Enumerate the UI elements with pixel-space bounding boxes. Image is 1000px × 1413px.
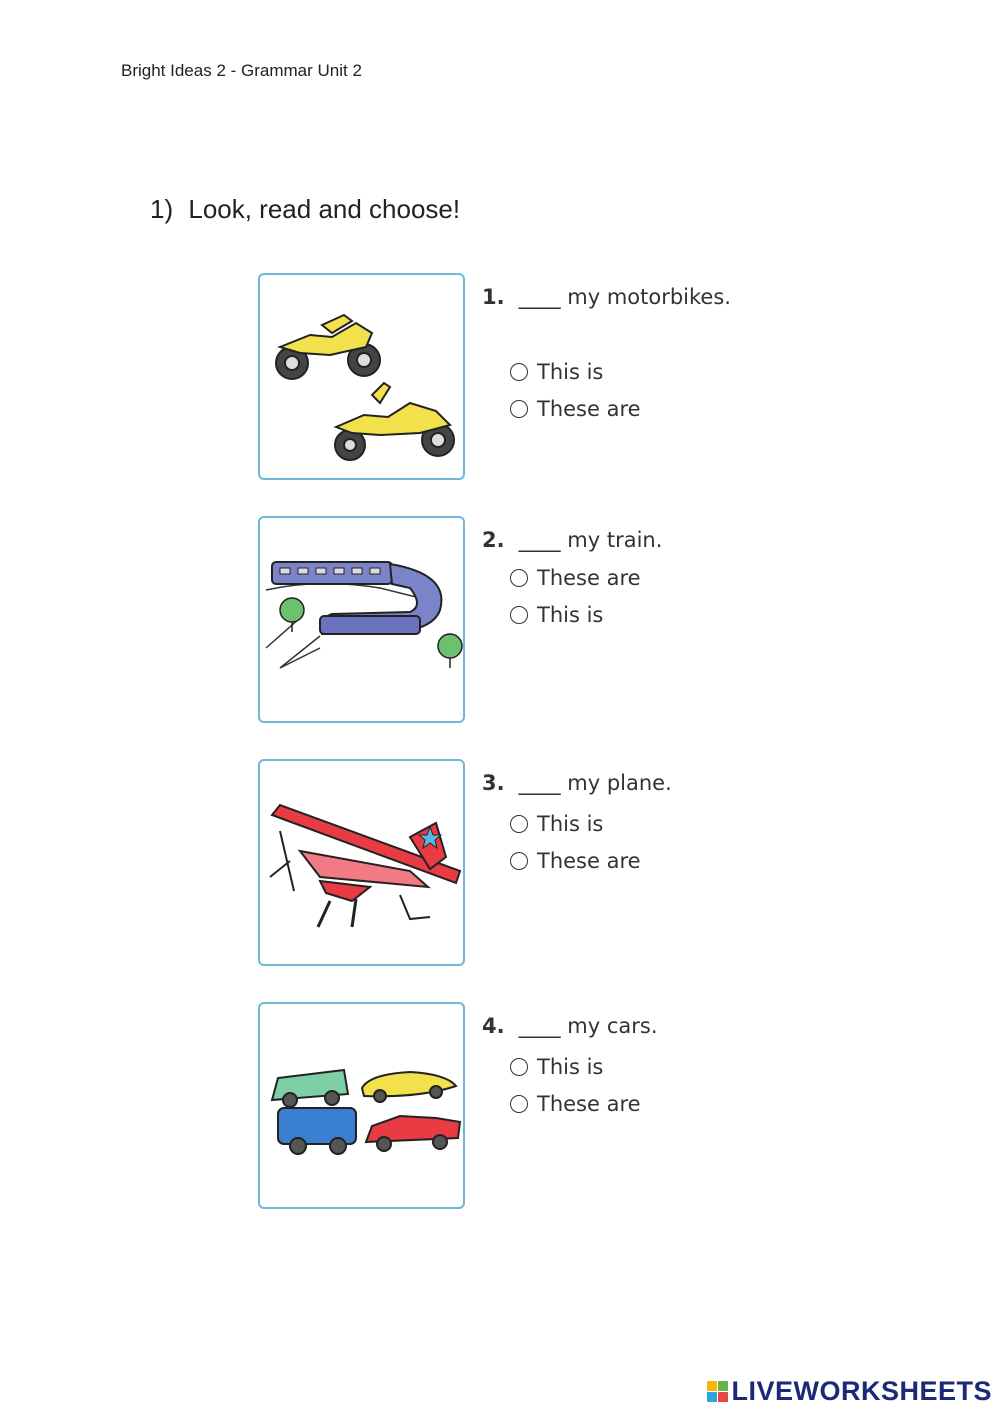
- motorbikes-picture: [258, 273, 465, 480]
- question-3-text: ____ my plane.: [518, 771, 672, 795]
- worksheet-header: Bright Ideas 2 - Grammar Unit 2: [121, 61, 362, 80]
- instruction-number: 1): [150, 194, 174, 224]
- question-4-sentence: [482, 1014, 658, 1038]
- radio-button-icon[interactable]: [510, 363, 528, 381]
- question-1-text: ____ my motorbikes.: [518, 285, 731, 309]
- question-3-option-2[interactable]: [510, 842, 641, 879]
- question-1: [258, 273, 858, 480]
- question-1-option-1[interactable]: [510, 353, 641, 390]
- radio-button-icon[interactable]: [510, 815, 528, 833]
- question-1-option-2[interactable]: [510, 390, 641, 427]
- radio-button-icon[interactable]: [510, 400, 528, 418]
- instruction-text: Look, read and choose!: [188, 194, 461, 224]
- cars-picture: [258, 1002, 465, 1209]
- question-2-text: ____ my train.: [518, 528, 663, 552]
- question-3-option-1[interactable]: [510, 805, 641, 842]
- radio-button-icon[interactable]: [510, 1058, 528, 1076]
- option-label: These are: [537, 396, 641, 421]
- question-4: [258, 1002, 858, 1209]
- question-2-option-2[interactable]: [510, 596, 641, 633]
- option-label: These are: [537, 1091, 641, 1116]
- logo-text: LIVEWORKSHEETS: [731, 1376, 992, 1406]
- question-3-sentence: [482, 771, 672, 795]
- question-1-options: [510, 353, 641, 427]
- option-label: This is: [537, 811, 604, 836]
- radio-button-icon[interactable]: [510, 606, 528, 624]
- option-label: These are: [537, 565, 641, 590]
- question-4-options: [510, 1048, 641, 1122]
- question-4-option-2[interactable]: [510, 1085, 641, 1122]
- liveworksheets-grid-icon: [707, 1381, 728, 1402]
- question-3-options: [510, 805, 641, 879]
- question-4-number: 4.: [482, 1014, 505, 1038]
- radio-button-icon[interactable]: [510, 569, 528, 587]
- question-2-option-1[interactable]: [510, 559, 641, 596]
- question-3-number: 3.: [482, 771, 505, 795]
- question-1-number: 1.: [482, 285, 505, 309]
- train-picture: [258, 516, 465, 723]
- option-label: These are: [537, 848, 641, 873]
- question-2: [258, 516, 858, 723]
- question-4-option-1[interactable]: [510, 1048, 641, 1085]
- question-3: [258, 759, 858, 966]
- question-1-sentence: [482, 285, 731, 309]
- liveworksheets-logo[interactable]: [707, 1376, 992, 1407]
- instruction: [150, 194, 460, 225]
- question-2-sentence: [482, 528, 662, 552]
- option-label: This is: [537, 602, 604, 627]
- question-2-options: [510, 559, 641, 633]
- question-4-text: ____ my cars.: [518, 1014, 658, 1038]
- option-label: This is: [537, 359, 604, 384]
- question-2-number: 2.: [482, 528, 505, 552]
- radio-button-icon[interactable]: [510, 1095, 528, 1113]
- radio-button-icon[interactable]: [510, 852, 528, 870]
- option-label: This is: [537, 1054, 604, 1079]
- plane-picture: [258, 759, 465, 966]
